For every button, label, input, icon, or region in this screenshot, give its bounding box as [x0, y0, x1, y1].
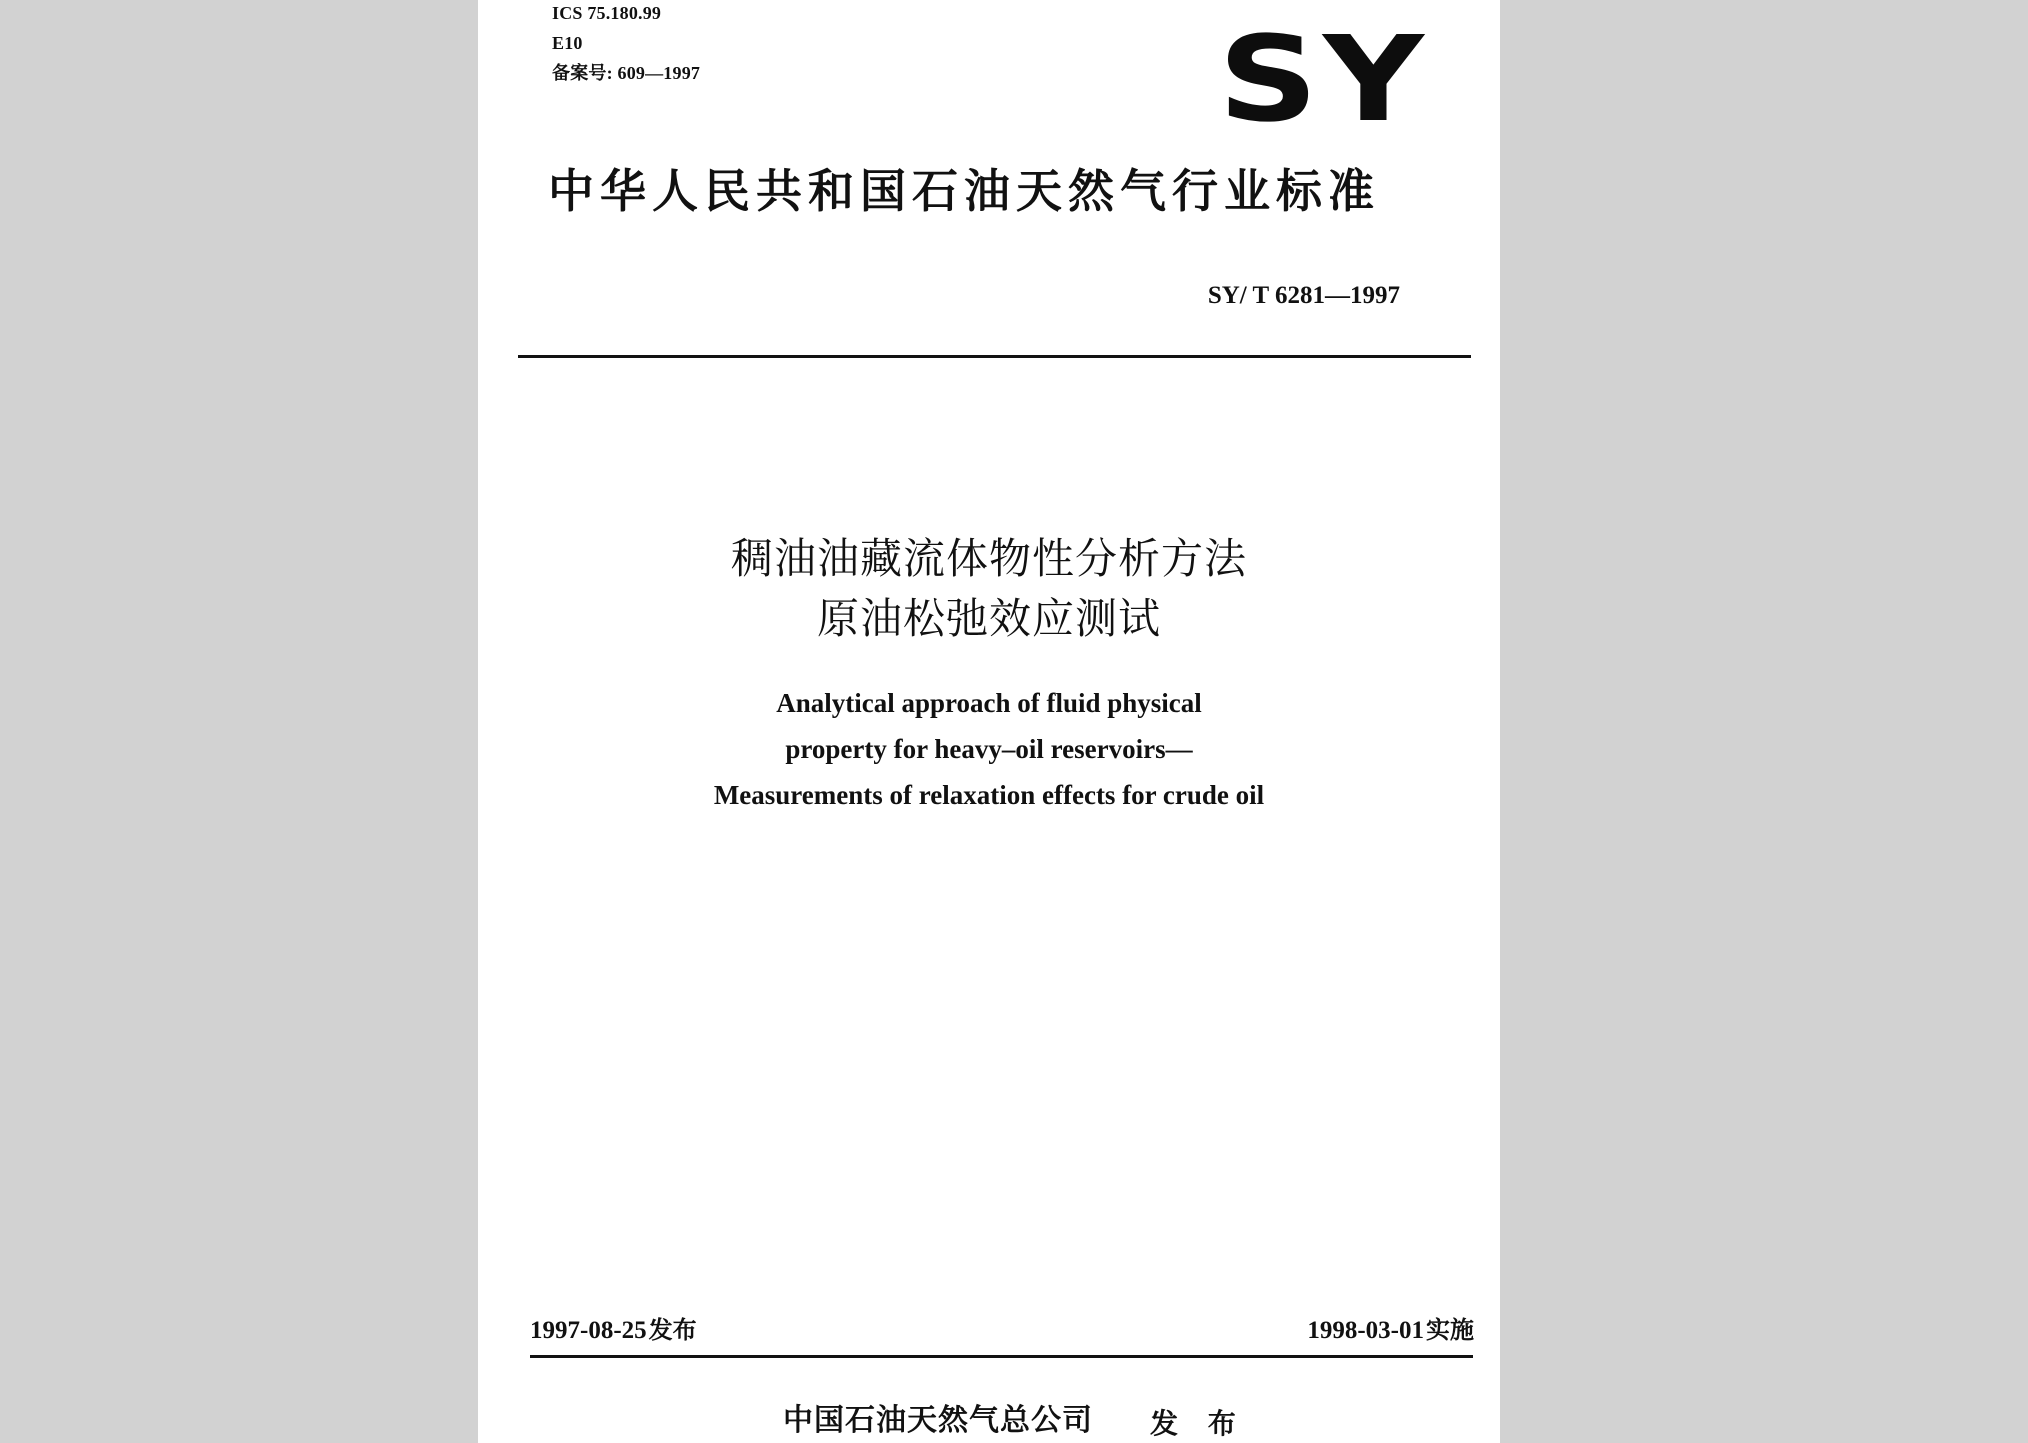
- issue-date: [530, 1318, 697, 1343]
- chinese-title-line-2: 原油松弛效应测试: [816, 594, 1161, 643]
- category-code: E10: [552, 33, 583, 53]
- standard-code: SY/ T 6281—1997: [1207, 282, 1400, 309]
- effective-label: 实施: [1426, 1316, 1474, 1344]
- document-page: [478, 0, 1500, 1443]
- industry-standard-title: 中华人民共和国石油天然气行业标准: [548, 164, 1380, 218]
- footer-divider: [530, 1355, 1473, 1358]
- publish-label: 发 布: [1150, 1407, 1246, 1440]
- effective-date: [1307, 1318, 1474, 1343]
- issue-label: 发布: [648, 1316, 697, 1344]
- english-title-line-1: Analytical approach of fluid physical: [776, 688, 1202, 718]
- english-title-line-2: property for heavy–oil reservoirs—: [785, 734, 1193, 764]
- issue-date-value: 1997-08-25: [530, 1317, 647, 1344]
- effective-date-value: 1998-03-01: [1307, 1317, 1424, 1344]
- ics-code: ICS 75.180.99: [552, 3, 662, 23]
- chinese-title-line-1: 稠油油藏流体物性分析方法: [730, 534, 1247, 583]
- publisher-name: 中国石油天然气总公司: [783, 1403, 1093, 1438]
- filing-number: 备案号: 609—1997: [552, 63, 701, 83]
- header-divider: [518, 355, 1471, 358]
- sy-logo: SY: [1218, 10, 1429, 148]
- english-title-line-3: Measurements of relaxation effects for crude oil: [713, 780, 1265, 810]
